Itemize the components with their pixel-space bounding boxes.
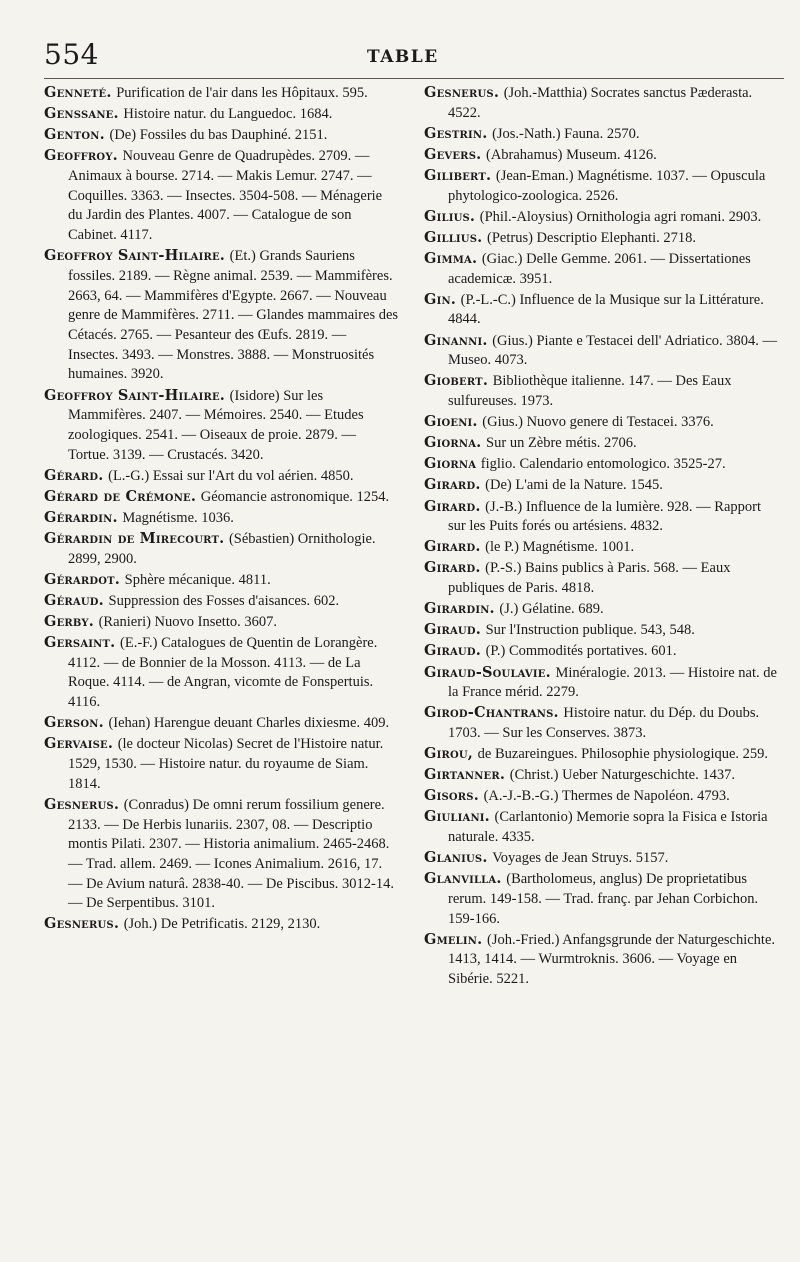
entry-author: Gesnerus. (44, 795, 120, 813)
entry-author: Gilibert. (424, 166, 492, 184)
entry-author: Gin. (424, 290, 457, 308)
entry-author: Gillius. (424, 228, 483, 246)
entry-author: Giobert. (424, 372, 489, 390)
index-entry (424, 663, 780, 703)
index-entry (424, 331, 780, 371)
entry-author: Glanvilla. (424, 870, 502, 888)
entry-text: (Abrahamus) Museum. 4126. (485, 146, 657, 163)
entry-author: Gerson. (44, 714, 104, 732)
entry-author: Geoffroy Saint-Hilaire. (44, 247, 226, 265)
right-column (424, 83, 780, 990)
index-entry (424, 83, 780, 123)
entry-text: (J.) Gélatine. 689. (499, 601, 604, 618)
entry-author: Gervaise. (44, 735, 114, 753)
entry-text: (A.-J.-B.-G.) Thermes de Napoléon. 4793. (483, 788, 730, 805)
entry-text: (Carlantonio) Memorie sopra la Fisica e Istoria naturale. 4335. (448, 809, 768, 846)
index-entry (44, 591, 400, 612)
entry-text: (Petrus) Descriptio Elephanti. 2718. (487, 229, 697, 246)
entry-author: Giorna. (424, 434, 482, 452)
index-entry (424, 848, 780, 869)
entry-text: (P.) Commodités portatives. 601. (485, 643, 677, 660)
entry-author: Girard. (424, 476, 481, 494)
entry-text: (Giac.) Delle Gemme. 2061. — Dissertationes academicæ. 3951. (448, 250, 751, 287)
entry-author: Ginanni. (424, 331, 488, 349)
entry-text: Sphère mécanique. 4811. (124, 571, 271, 588)
entry-author: Gérard. (44, 466, 104, 484)
index-entry (424, 765, 780, 786)
index-entry (424, 744, 780, 765)
entry-text: (Joh.-Fried.) Anfangsgrunde der Naturgeschichte. 1413, 1414. — Wurmtroknis. 3606. — Voyage en Sibérie. 5221. (448, 931, 776, 988)
index-entry (424, 641, 780, 662)
entry-author: Girou, (424, 745, 474, 763)
entry-author: Girard. (424, 497, 481, 515)
entry-text: (Iehan) Harengue deuant Charles dixiesme. 409. (108, 715, 390, 732)
index-entry (44, 466, 400, 487)
index-entry (424, 454, 780, 475)
index-entry (424, 497, 780, 537)
entry-text: (Gius.) Nuovo genere di Testacei. 3376. (482, 414, 714, 431)
entry-author: Giraud-Soulavie. (424, 663, 551, 681)
entry-author: Genton. (44, 126, 105, 144)
index-entry (424, 475, 780, 496)
index-entry (44, 914, 400, 935)
index-entry (44, 146, 400, 246)
entry-author: Girtanner. (424, 766, 506, 784)
entry-text: (De) Fossiles du bas Dauphiné. 2151. (109, 127, 328, 144)
entry-text: (Gius.) Piante e Testacei dell' Adriatico. 3804. — Museo. 4073. (448, 332, 778, 369)
entry-text: Purification de l'air dans les Hôpitaux. 595. (116, 85, 368, 101)
entry-text: (J.-B.) Influence de la lumière. 928. — Rapport sur les Puits forés ou artésiens. 4832. (448, 498, 761, 535)
entry-author: Gilius. (424, 207, 476, 225)
index-entry (424, 412, 780, 433)
entry-text: (E.-F.) Catalogues de Quentin de Lorangère. 4112. — de Bonnier de la Mosson. 4113. — de La Roque. 4114. — de Angran, vicomte de Fonspertuis. 4116. (68, 635, 378, 711)
index-entry (424, 249, 780, 289)
entry-author: Gestrin. (424, 124, 488, 142)
index-entry (44, 487, 400, 508)
entry-author: Gérard de Crémone. (44, 487, 197, 505)
index-columns (44, 83, 784, 990)
index-entry (424, 703, 780, 743)
index-entry (44, 83, 400, 104)
entry-author: Géraud. (44, 591, 104, 609)
entry-text: (P.-L.-C.) Influence de la Musique sur la Littérature. 4844. (448, 291, 764, 328)
index-entry (44, 104, 400, 125)
index-entry (424, 207, 780, 228)
entry-text: (Sébastien) Ornithologie. 2899, 2900. (68, 530, 376, 567)
entry-author: Giuliani. (424, 808, 490, 826)
index-entry (44, 386, 400, 466)
entry-text: Voyages de Jean Struys. 5157. (492, 850, 669, 867)
entry-text: (le docteur Nicolas) Secret de l'Histoire natur. 1529, 1530. — Histoire natur. du royaume de Siam. 1814. (68, 736, 384, 792)
index-entry (424, 166, 780, 206)
index-entry (424, 807, 780, 847)
entry-text: (Joh.-Matthia) Socrates sanctus Pæderasta. 4522. (448, 85, 753, 121)
page-number: 554 (44, 38, 99, 71)
entry-author: Genssane. (44, 105, 119, 123)
page-header (44, 38, 784, 79)
index-entry (44, 125, 400, 146)
entry-author: Geoffroy. (44, 147, 118, 165)
entry-author: Girard. (424, 559, 481, 577)
entry-author: Genneté. (44, 84, 112, 101)
entry-text: Magnétisme. 1036. (122, 509, 234, 526)
entry-author: Gioeni. (424, 413, 478, 431)
entry-text: (Phil.-Aloysius) Ornithologia agri romani. 2903. (479, 208, 762, 225)
entry-text: Suppression des Fosses d'aisances. 602. (108, 592, 340, 609)
entry-text: Nouveau Genre de Quadrupèdes. 2709. — Animaux à bourse. 2714. — Makis Lemur. 2747. — Coquilles. 3363. — Insectes. 3504-508. — Ménagerie du Jardin des Plantes. 4007. — Catalogue de son Cabinet. 4117. (68, 148, 383, 244)
entry-author: Giorna (424, 455, 477, 473)
entry-author: Geoffroy Saint-Hilaire. (44, 386, 226, 404)
entry-author: Gérardot. (44, 570, 121, 588)
entry-text: Minéralogie. 2013. — Histoire nat. de la France mérid. 2279. (448, 664, 777, 701)
index-entry (424, 228, 780, 249)
entry-text: (L.-G.) Essai sur l'Art du vol aérien. 4850. (108, 467, 354, 484)
entry-author: Girardin. (424, 600, 495, 618)
entry-author: Girard. (424, 538, 481, 556)
entry-text: (Isidore) Sur les Mammifères. 2407. — Mémoires. 2540. — Etudes zoologiques. 2541. — Oiseaux de proie. 2879. — Tortue. 3139. — Crustacés. 3420. (68, 387, 364, 463)
entry-author: Giraud. (424, 621, 481, 639)
entry-text: (Joh.) De Petrificatis. 2129, 2130. (123, 916, 321, 933)
entry-text: (Et.) Grands Sauriens fossiles. 2189. — Règne animal. 2539. — Mammifères. 2663, 64. — Mammifères d'Egypte. 2667. — Nouveau genre de Mammifères. 2711. — Glandes mammaires des Cétacés. 2765. — Pesanteur des Œufs. 2819. — Insectes. 3493. — Monstres. 3888. — Monstruosités humaines. 3920. (68, 248, 399, 383)
index-entry (424, 537, 780, 558)
index-entry (424, 930, 780, 990)
index-entry (44, 795, 400, 914)
entry-author: Gimma. (424, 249, 478, 267)
entry-text: (Jos.-Nath.) Fauna. 2570. (492, 125, 640, 142)
entry-author: Gerby. (44, 612, 94, 630)
entry-author: Glanius. (424, 849, 488, 867)
entry-text: (Christ.) Ueber Naturgeschichte. 1437. (509, 767, 735, 784)
index-entry (44, 246, 400, 385)
entry-author: Girod-Chantrans. (424, 704, 559, 722)
index-entry (424, 145, 780, 166)
entry-author: Gmelin. (424, 930, 483, 948)
index-entry (424, 620, 780, 641)
index-entry (424, 599, 780, 620)
entry-author: Giraud. (424, 642, 481, 660)
index-entry (424, 371, 780, 411)
running-head: TABLE (367, 47, 439, 67)
entry-author: Gevers. (424, 145, 482, 163)
entry-text: (Ranieri) Nuovo Insetto. 3607. (98, 613, 277, 630)
index-entry (44, 570, 400, 591)
entry-text: (De) L'ami de la Nature. 1545. (485, 477, 663, 494)
index-entry (44, 508, 400, 529)
index-entry (424, 786, 780, 807)
entry-text: Géomancie astronomique. 1254. (200, 488, 390, 505)
index-entry (44, 734, 400, 794)
index-entry (424, 558, 780, 598)
entry-author: Gersaint. (44, 634, 116, 652)
entry-author: Gérardin. (44, 508, 118, 526)
entry-text: (P.-S.) Bains publics à Paris. 568. — Eaux publiques de Paris. 4818. (448, 560, 731, 597)
entry-text: (Bartholomeus, anglus) De proprietatibus rerum. 149-158. — Trad. franç. par Jehan Corbichon. 159-166. (448, 871, 759, 927)
entry-text: Bibliothèque italienne. 147. — Des Eaux sulfureuses. 1973. (448, 373, 732, 410)
entry-author: Gisors. (424, 787, 479, 805)
index-entry (424, 290, 780, 330)
left-column (44, 83, 400, 990)
entry-text: Sur l'Instruction publique. 543, 548. (485, 622, 695, 639)
entry-author: Gesnerus. (44, 915, 120, 933)
entry-text: Histoire natur. du Languedoc. 1684. (123, 106, 333, 123)
index-entry (424, 124, 780, 145)
index-entry (44, 529, 400, 569)
entry-text: de Buzareingues. Philosophie physiologique. 259. (477, 746, 769, 763)
entry-text: figlio. Calendario entomologico. 3525-27. (480, 456, 726, 473)
index-entry (44, 713, 400, 734)
entry-text: (Conradus) De omni rerum fossilium genere. 2133. — De Herbis lunariis. 2307, 08. — Descriptio montis Pilati. 2307. — Historia animalium. 2465-2468. — Trad. allem. 2469. — Icones Animalium. 2616, 17. — De Avium naturâ. 2838-40. — De Piscibus. 3012-14. — De Serpentibus. 3101. (68, 796, 394, 912)
entry-text: (Jean-Eman.) Magnétisme. 1037. — Opuscula phytologico-zoologica. 2526. (448, 167, 766, 204)
entry-text: (le P.) Magnétisme. 1001. (485, 539, 635, 556)
index-entry (44, 633, 400, 713)
entry-text: Sur un Zèbre métis. 2706. (486, 435, 637, 452)
entry-author: Gérardin de Mirecourt. (44, 529, 225, 547)
index-entry (44, 612, 400, 633)
index-entry (424, 433, 780, 454)
index-entry (424, 869, 780, 929)
entry-author: Gesnerus. (424, 84, 500, 101)
entry-text: Histoire natur. du Dép. du Doubs. 1703. — Sur les Conserves. 3873. (448, 705, 760, 741)
